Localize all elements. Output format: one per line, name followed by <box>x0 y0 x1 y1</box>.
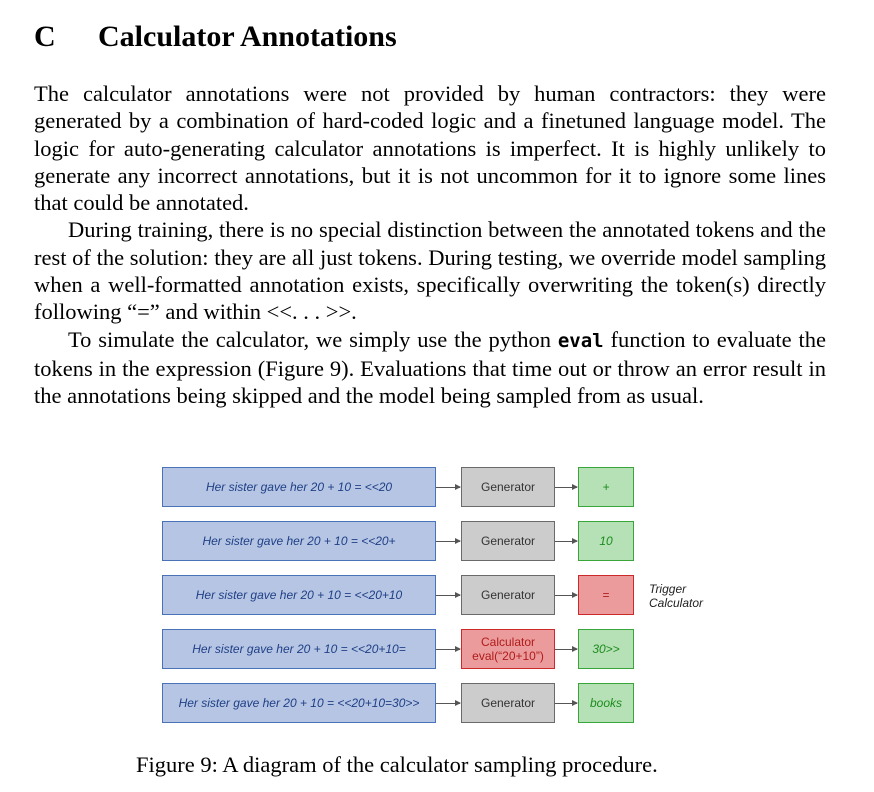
paragraph-3-before: To simulate the calculator, we simply use the python <box>68 326 558 352</box>
arrow-icon <box>555 541 577 542</box>
calculator-box <box>461 629 555 669</box>
arrow-icon <box>436 649 460 650</box>
input-box-3: Her sister gave her 20 + 10 = <<20+10 <box>162 575 436 615</box>
paragraph-2: During training, there is no special distinction between the annotated tokens and the rest of the solution: they are all just tokens. During testing, we override model sampling when a well-formatted annotation exists, specifically overwriting the token(s) directly following “=” and within <<. . . >>. <box>34 217 826 325</box>
arrow-icon <box>555 595 577 596</box>
arrow-icon <box>436 487 460 488</box>
output-box-1: + <box>578 467 634 507</box>
generator-box-1: Generator <box>461 467 555 507</box>
trigger-calculator-label: Trigger Calculator <box>649 582 704 610</box>
figure-caption: Figure 9: A diagram of the calculator sampling procedure. <box>136 752 658 777</box>
input-box-4: Her sister gave her 20 + 10 = <<20+10= <box>162 629 436 669</box>
generator-box-2: Generator <box>461 521 555 561</box>
arrow-icon <box>555 487 577 488</box>
paragraph-1: The calculator annotations were not provided by human contractors: they were generated by a combination of hard-coded logic and a finetuned language model. The logic for auto-generating calculator annotations is imperfect. It is highly unlikely to generate any incorrect annotations, but it is not uncommon for it to ignore some lines that could be annotated. <box>34 81 826 216</box>
calculator-label: Calculator <box>480 635 536 649</box>
arrow-icon <box>436 541 460 542</box>
input-box-1: Her sister gave her 20 + 10 = <<20 <box>162 467 436 507</box>
output-box-4: 30>> <box>578 629 634 669</box>
arrow-icon <box>436 595 460 596</box>
arrow-icon <box>555 649 577 650</box>
section-number: C <box>34 20 56 53</box>
generator-box-3: Generator <box>461 575 555 615</box>
output-box-2: 10 <box>578 521 634 561</box>
calculator-expression: eval(“20+10”) <box>472 649 544 663</box>
input-box-5: Her sister gave her 20 + 10 = <<20+10=30>> <box>162 683 436 723</box>
generator-box-5: Generator <box>461 683 555 723</box>
arrow-icon <box>555 703 577 704</box>
input-box-2: Her sister gave her 20 + 10 = <<20+ <box>162 521 436 561</box>
eval-code: eval <box>557 329 604 352</box>
output-box-5: books <box>578 683 634 723</box>
section-title: Calculator Annotations <box>98 20 397 53</box>
arrow-icon <box>436 703 460 704</box>
output-box-3-trigger: = <box>578 575 634 615</box>
paragraph-3-after: function to evaluate the tokens in the expression (Figure 9). Evaluations that time out or throw an error result in the annotations being skipped and the model being sampled from as usual. <box>34 326 826 409</box>
